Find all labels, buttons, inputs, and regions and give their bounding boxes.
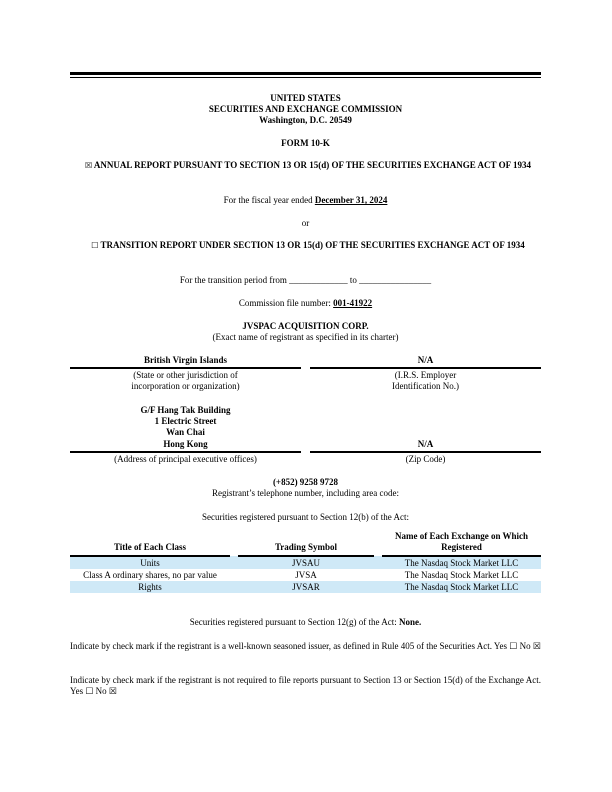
fiscal-year-date: December 31, 2024 [314,195,388,205]
zip-caption: (Zip Code) [405,454,446,464]
row-symbol: JVSAR [238,581,374,593]
address-line-1: G/F Hang Tak Building [140,405,231,415]
form-title: FORM 10-K [281,138,330,148]
section-12b-heading: Securities registered pursuant to Section 12(b) of the Act: [202,512,409,522]
ein-underline [310,367,541,369]
fiscal-year-label: For the fiscal year ended [223,195,313,205]
col-header-symbol: Trading Symbol [238,531,374,556]
section-12g-line [70,617,541,628]
address-underline [70,451,301,453]
header-city: Washington, D.C. 20549 [259,115,352,125]
phone-caption: Registrant’s telephone number, including area code: [211,488,400,498]
table-row [70,569,541,581]
address-caption: (Address of principal executive offices) [114,454,257,464]
ein-caption-1: (I.R.S. Employer [394,370,457,380]
phone-number: (+852) 9258 9728 [272,477,339,487]
row-exchange: The Nasdaq Stock Market LLC [404,570,519,580]
row-title: Units [70,556,230,569]
row-symbol: JVSA [295,570,317,580]
top-rule-thick [70,72,541,75]
col-header-exchange: Name of Each Exchange on Which Registered [382,531,541,556]
annual-report-line [78,160,538,171]
zip-underline [310,451,541,453]
col-header-title: Title of Each Class [70,531,230,556]
fiscal-year-line [70,195,541,206]
ein-caption-2: Identification No.) [392,381,459,391]
header-commission: SECURITIES AND EXCHANGE COMMISSION [208,104,403,114]
section-12g-text: Securities registered pursuant to Section 12(g) of the Act: [189,617,397,627]
transition-period-line: For the transition period from _____________ to ________________ [179,275,432,285]
or-separator: or [301,218,310,228]
address-line-2: 1 Electric Street [154,416,217,426]
table-row [70,556,541,569]
row-symbol: JVSAU [238,556,374,569]
row-exchange: The Nasdaq Stock Market LLC [382,556,541,569]
securities-table-header [70,531,541,556]
top-rule-thin [70,77,541,78]
transition-report-checkbox[interactable]: ☐ [91,241,99,250]
commission-file-line [70,298,541,309]
section-12g-value: None. [398,617,422,627]
not-required-check[interactable]: Indicate by check mark if the registrant is not required to file reports pursuant to Section 13 or Section 15(d) of the Exchange Act. Yes ☐ No ☒ [70,675,541,696]
commission-file-number: 001-41922 [333,298,373,308]
row-title: Rights [70,581,230,593]
address-line-3: Wan Chai [166,427,205,437]
seasoned-issuer-check[interactable]: Indicate by check mark if the registrant is a well-known seasoned issuer, as defined in Rule 405 of the Securities Act. Yes ☐ No ☒ [70,641,541,651]
transition-report-text: TRANSITION REPORT UNDER SECTION 13 OR 15(d) OF THE SECURITIES EXCHANGE ACT OF 1934 [100,240,525,250]
row-exchange: The Nasdaq Stock Market LLC [382,581,541,593]
transition-report-line [78,240,538,251]
annual-report-checkbox[interactable]: ☒ [84,161,93,170]
jurisdiction-caption-2: incorporation or organization) [131,381,240,391]
zip-value: N/A [417,439,434,449]
registrant-name-caption: (Exact name of registrant as specified in its charter) [212,332,399,342]
commission-file-label: Commission file number: [238,298,331,308]
jurisdiction-value: British Virgin Islands [143,355,228,365]
jurisdiction-underline [70,367,301,369]
securities-table [70,531,541,593]
table-row [70,581,541,593]
annual-report-text: ANNUAL REPORT PURSUANT TO SECTION 13 OR 15(d) OF THE SECURITIES EXCHANGE ACT OF 1934 [93,160,532,170]
address-line-4: Hong Kong [163,439,208,449]
registrant-name: JVSPAC ACQUISITION CORP. [242,321,369,331]
ein-value: N/A [417,355,434,365]
jurisdiction-caption-1: (State or other jurisdiction of [133,370,238,380]
header-country: UNITED STATES [270,93,341,103]
row-title: Class A ordinary shares, no par value [83,570,217,580]
